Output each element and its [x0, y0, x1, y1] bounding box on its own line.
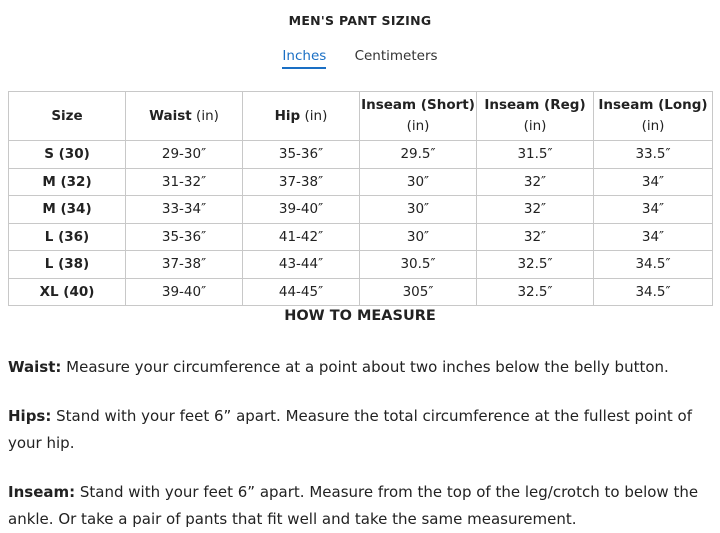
cell-hip: 41-42″	[243, 223, 360, 251]
cell-inseam-reg: 32″	[477, 196, 594, 224]
header-waist: Waist (in)	[126, 92, 243, 141]
cell-inseam-short: 29.5″	[360, 141, 477, 169]
hips-text: Stand with your feet 6” apart. Measure the total circumference at the fullest point of your hip.	[8, 407, 693, 452]
cell-size: S (30)	[9, 141, 126, 169]
header-hip: Hip (in)	[243, 92, 360, 141]
cell-inseam-short: 30″	[360, 223, 477, 251]
inseam-text: Stand with your feet 6” apart. Measure from the top of the leg/crotch to below the ankle. Or take a pair of pants that fit well and take the same measurement.	[8, 483, 699, 528]
cell-size: XL (40)	[9, 278, 126, 306]
header-inseam-long: Inseam (Long) (in)	[594, 92, 713, 141]
table-row	[9, 168, 713, 196]
header-inseam-short: Inseam (Short) (in)	[360, 92, 477, 141]
cell-inseam-long: 34″	[594, 168, 713, 196]
cell-inseam-reg: 32″	[477, 223, 594, 251]
cell-size: L (36)	[9, 223, 126, 251]
cell-hip: 39-40″	[243, 196, 360, 224]
cell-inseam-long: 33.5″	[594, 141, 713, 169]
how-to-measure-heading: HOW TO MEASURE	[284, 308, 436, 324]
cell-inseam-long: 34″	[594, 196, 713, 224]
cell-waist: 33-34″	[126, 196, 243, 224]
cell-size: M (34)	[9, 196, 126, 224]
waist-text: Measure your circumference at a point about two inches below the belly button.	[61, 358, 669, 376]
cell-waist: 31-32″	[126, 168, 243, 196]
waist-instruction	[8, 354, 712, 381]
tab-centimeters[interactable]: Centimeters	[354, 48, 438, 64]
page-title: MEN'S PANT SIZING	[288, 13, 432, 28]
cell-waist: 35-36″	[126, 223, 243, 251]
table-row	[9, 278, 713, 306]
table-row	[9, 196, 713, 224]
cell-inseam-reg: 31.5″	[477, 141, 594, 169]
cell-inseam-short: 305″	[360, 278, 477, 306]
cell-waist: 29-30″	[126, 141, 243, 169]
cell-hip: 37-38″	[243, 168, 360, 196]
cell-inseam-long: 34″	[594, 223, 713, 251]
table-row	[9, 223, 713, 251]
hips-label: Hips:	[8, 407, 52, 425]
cell-inseam-long: 34.5″	[594, 251, 713, 279]
hips-instruction	[8, 403, 712, 457]
cell-hip: 35-36″	[243, 141, 360, 169]
cell-inseam-short: 30″	[360, 196, 477, 224]
cell-hip: 43-44″	[243, 251, 360, 279]
cell-inseam-reg: 32.5″	[477, 278, 594, 306]
table-row	[9, 251, 713, 279]
cell-hip: 44-45″	[243, 278, 360, 306]
inseam-instruction	[8, 479, 712, 533]
cell-inseam-short: 30.5″	[360, 251, 477, 279]
header-size: Size	[9, 92, 126, 141]
unit-tabs	[0, 48, 720, 69]
cell-inseam-reg: 32.5″	[477, 251, 594, 279]
waist-label: Waist:	[8, 358, 62, 376]
cell-inseam-reg: 32″	[477, 168, 594, 196]
header-inseam-reg: Inseam (Reg) (in)	[477, 92, 594, 141]
cell-size: L (38)	[9, 251, 126, 279]
tab-inches[interactable]: Inches	[282, 48, 326, 69]
size-table	[8, 91, 713, 306]
cell-waist: 39-40″	[126, 278, 243, 306]
cell-inseam-short: 30″	[360, 168, 477, 196]
cell-inseam-long: 34.5″	[594, 278, 713, 306]
table-header-row	[9, 92, 713, 141]
table-row	[9, 141, 713, 169]
cell-size: M (32)	[9, 168, 126, 196]
inseam-label: Inseam:	[8, 483, 76, 501]
cell-waist: 37-38″	[126, 251, 243, 279]
